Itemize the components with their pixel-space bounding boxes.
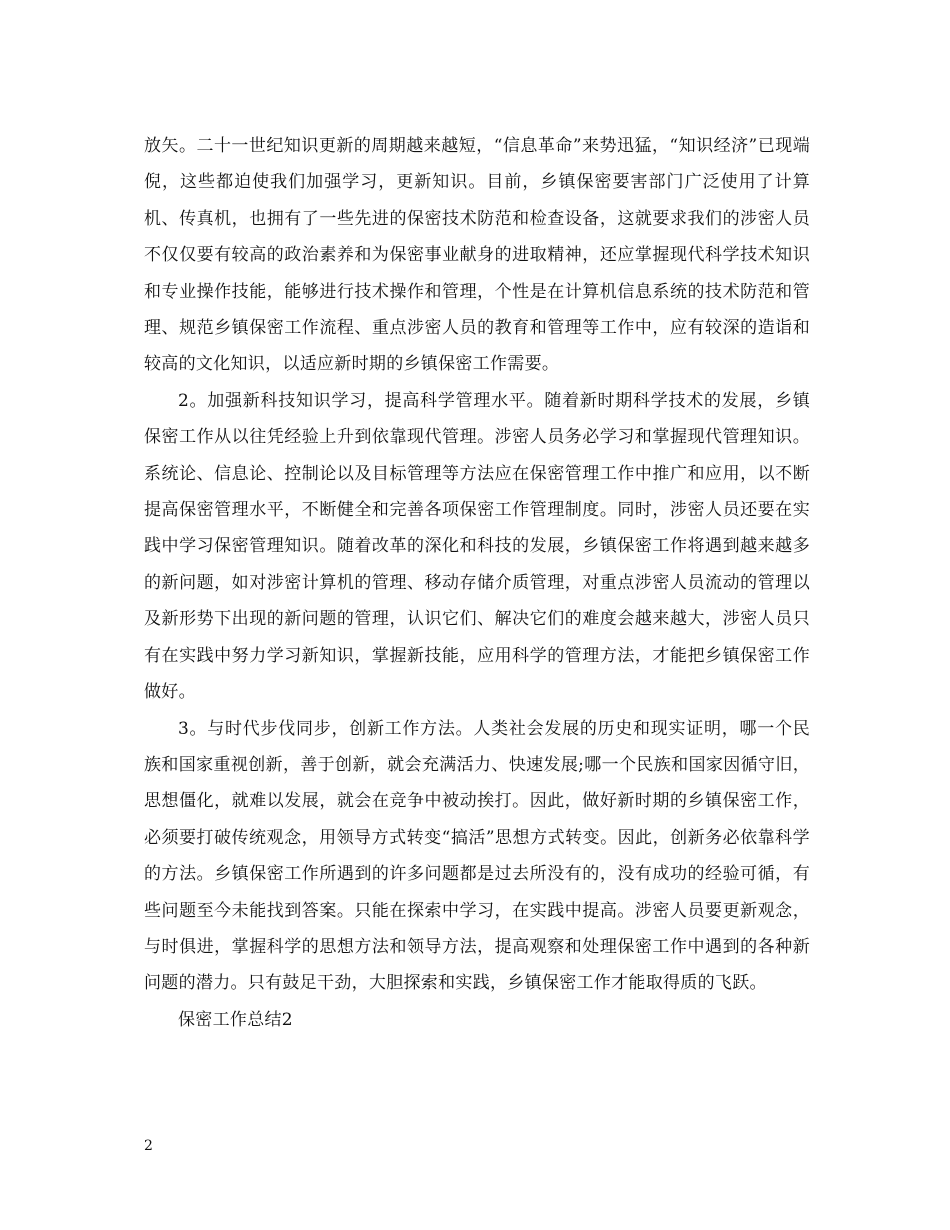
paragraph-continuation: 放矢。二十一世纪知识更新的周期越来越短，“信息革命”来势迅猛，“知识经济”已现端倪，这些都迫使我们加强学习，更新知识。目前，乡镇保密要害部门广泛使用了计算机、传真机，也拥有了一些先进的保密技术防范和检查设备，这就要求我们的涉密人员不仅仅要有较高的政治素养和为保密事业献身的进取精神，还应掌握现代科学技术知识和专业操作技能，能够进行技术操作和管理，个性是在计算机信息系统的技术防范和管理、规范乡镇保密工作流程、重点涉密人员的教育和管理等工作中，应有较深的造诣和较高的文化知识，以适应新时期的乡镇保密工作需要。: [144, 136, 810, 375]
paragraph-item-2: 2。加强新科技知识学习，提高科学管理水平。随着新时期科学技术的发展，乡镇保密工作从以往凭经验上升到依靠现代管理。涉密人员务必学习和掌握现代管理知识。系统论、信息论、控制论以及目标管理等方法应在保密管理工作中推广和应用，以不断提高保密管理水平，不断健全和完善各项保密工作管理制度。同时，涉密人员还要在实践中学习保密管理知识。随着改革的深化和科技的发展，乡镇保密工作将遇到越来越多的新问题，如对涉密计算机的管理、移动存储介质管理，对重点涉密人员流动的管理以及新形势下出现的新问题的管理，认识它们、解决它们的难度会越来越大，涉密人员只有在实践中努力学习新知识，掌握新技能，应用科学的管理方法，才能把乡镇保密工作做好。: [144, 390, 810, 703]
section-heading: 保密工作总结2: [178, 1009, 293, 1030]
document-body: [144, 128, 810, 1038]
page-number: 2: [144, 1138, 153, 1154]
paragraph-item-3: 3。与时代步伐同步，创新工作方法。人类社会发展的历史和现实证明，哪一个民族和国家重视创新，善于创新，就会充满活力、快速发展;哪一个民族和国家因循守旧，思想僵化，就难以发展，就会在竞争中被动挨打。因此，做好新时期的乡镇保密工作，必须要打破传统观念，用领导方式转变“搞活”思想方式转变。因此，创新务必依靠科学的方法。乡镇保密工作所遇到的许多问题都是过去所没有的，没有成功的经验可循，有些问题至今未能找到答案。只能在探索中学习，在实践中提高。涉密人员要更新观念，与时俱进，掌握科学的思想方法和领导方法，提高观察和处理保密工作中遇到的各种新问题的潜力。只有鼓足干劲，大胆探索和实践，乡镇保密工作才能取得质的飞跃。: [144, 718, 810, 994]
